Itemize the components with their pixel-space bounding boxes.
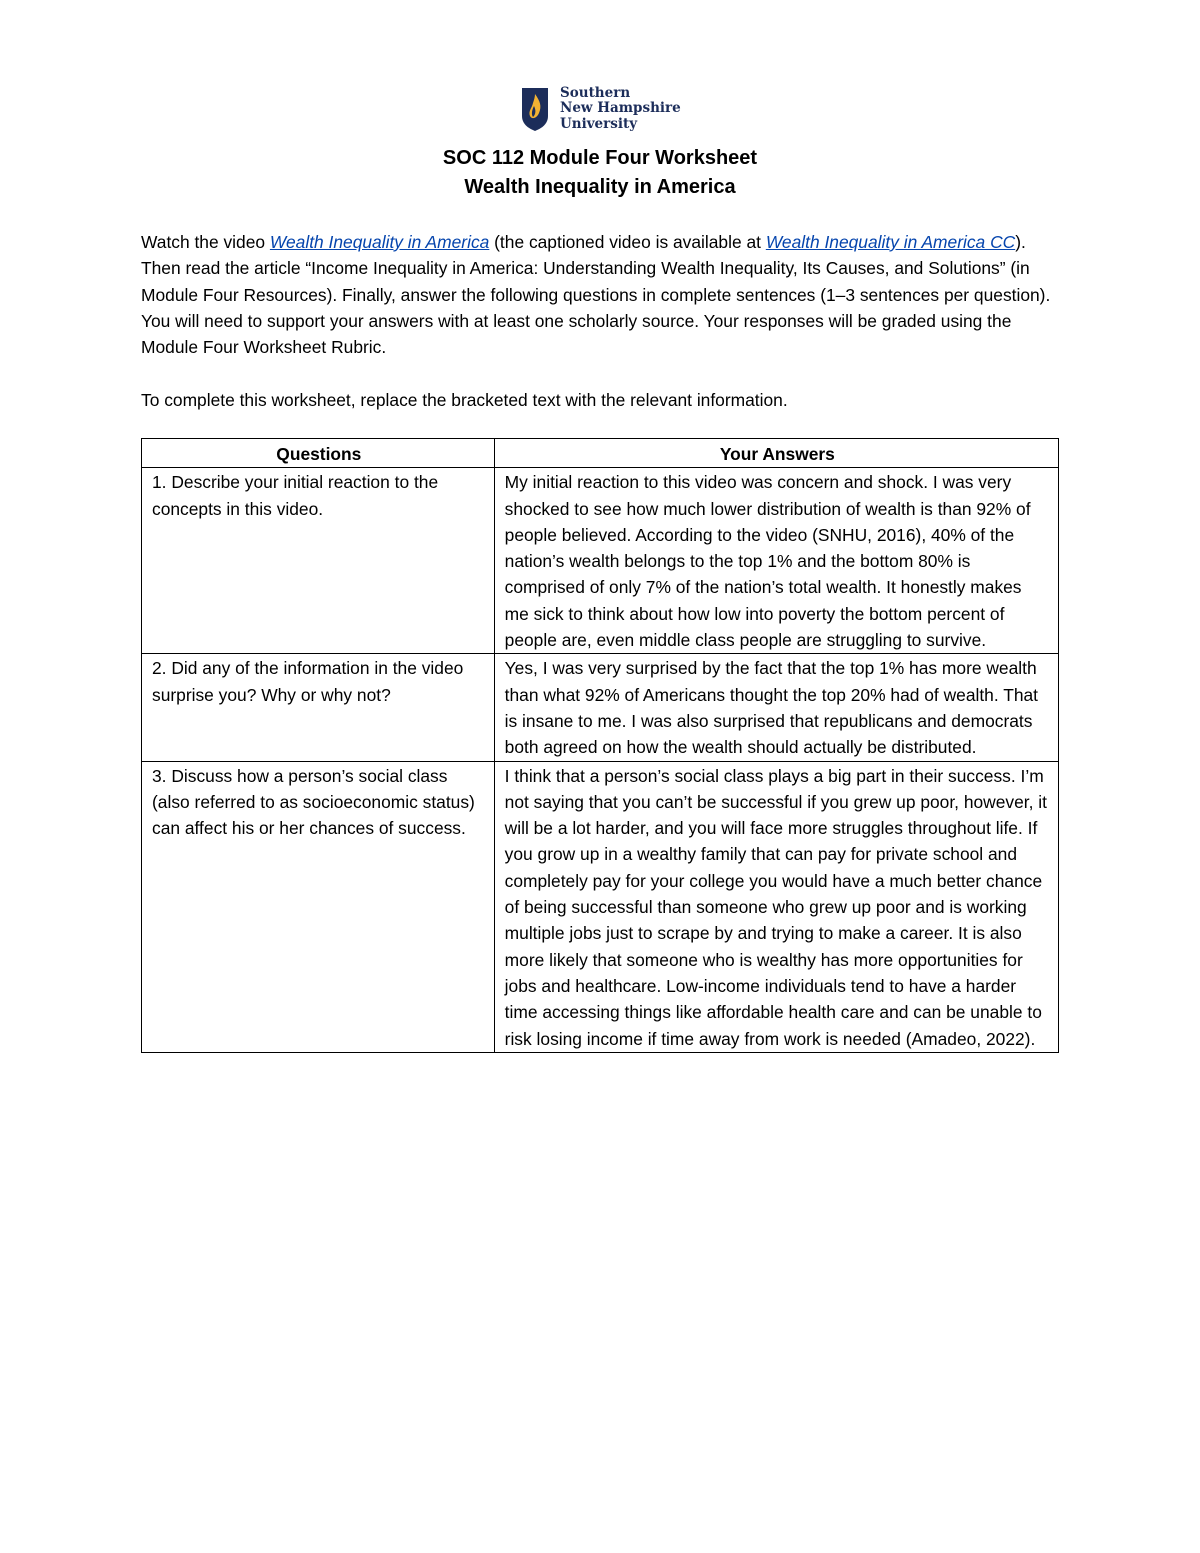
table-row: [142, 468, 1059, 654]
page-title: [0, 144, 1200, 202]
university-logo: [520, 84, 681, 134]
answer-cell: My initial reaction to this video was concern and shock. I was very shocked to see how much lower distribution of wealth is than 92% of people believed. According to the video (SNHU, 2016), 40% of the nation’s wealth belongs to the top 1% and the bottom 80% is comprised of only 7% of the nation’s total wealth. It honestly makes me sick to think about how low into poverty the bottom percent of people are, even middle class people are struggling to survive.: [494, 468, 1058, 654]
table-row: [142, 654, 1059, 761]
logo-line: New Hampshire: [560, 100, 681, 117]
intro-text: (the captioned video is available at: [489, 232, 766, 252]
header-questions: Questions: [142, 439, 495, 468]
worksheet-table: [141, 438, 1059, 1053]
video-link[interactable]: Wealth Inequality in America: [269, 232, 490, 252]
question-cell: 3. Discuss how a person’s social class (also referred to as socioeconomic status) can affect his or her chances of success.: [142, 761, 495, 1052]
logo-line: University: [560, 115, 638, 132]
answer-cell: I think that a person’s social class plays a big part in their success. I’m not saying that you can’t be successful if you grew up poor, however, it will be a lot harder, and you will face more struggles throughout life. If you grow up in a wealthy family that can pay for private school and completely pay for your college you would have a much better chance of being successful than someone who grew up poor and is working multiple jobs just to scrape by and trying to make a career. It is also more likely that someone who is wealthy has more opportunities for jobs and healthcare. Low-income individuals tend to have a harder time accessing things like affordable health care and can be unable to risk losing income if time away from work is needed (Amadeo, 2022).: [494, 761, 1058, 1052]
header-answers: Your Answers: [494, 439, 1058, 468]
title-line-1: SOC 112 Module Four Worksheet: [442, 147, 758, 169]
intro-paragraph: [141, 229, 1061, 360]
intro-text: Watch the video: [141, 232, 270, 252]
title-line-2: Wealth Inequality in America: [464, 176, 736, 198]
table-row: [142, 761, 1059, 1052]
logo-line: Southern: [560, 84, 631, 101]
question-cell: 2. Did any of the information in the video surprise you? Why or why not?: [142, 654, 495, 761]
table-header-row: [142, 439, 1059, 468]
instruction-paragraph: To complete this worksheet, replace the bracketed text with the relevant information.: [141, 390, 788, 410]
question-cell: 1. Describe your initial reaction to the concepts in this video.: [142, 468, 495, 654]
captioned-video-link[interactable]: Wealth Inequality in America CC: [765, 232, 1016, 252]
logo-wordmark: [560, 86, 681, 133]
flame-shield-icon: [520, 86, 550, 132]
answer-cell: Yes, I was very surprised by the fact that the top 1% has more wealth than what 92% of Americans thought the top 20% had of wealth. That is insane to me. I was also surprised that republicans and democrats both agreed on how the wealth should actually be distributed.: [494, 654, 1058, 761]
intro-text: ). Then read the article “Income Inequality in America: Understanding Wealth Inequality, Its Causes, and Solutions” (in Module Four Resources). Finally, answer the following questions in complete sentences (1–3 sentences per question). You will need to support your answers with at least one scholarly source. Your responses will be graded using the Module Four Worksheet Rubric.: [141, 232, 1051, 358]
